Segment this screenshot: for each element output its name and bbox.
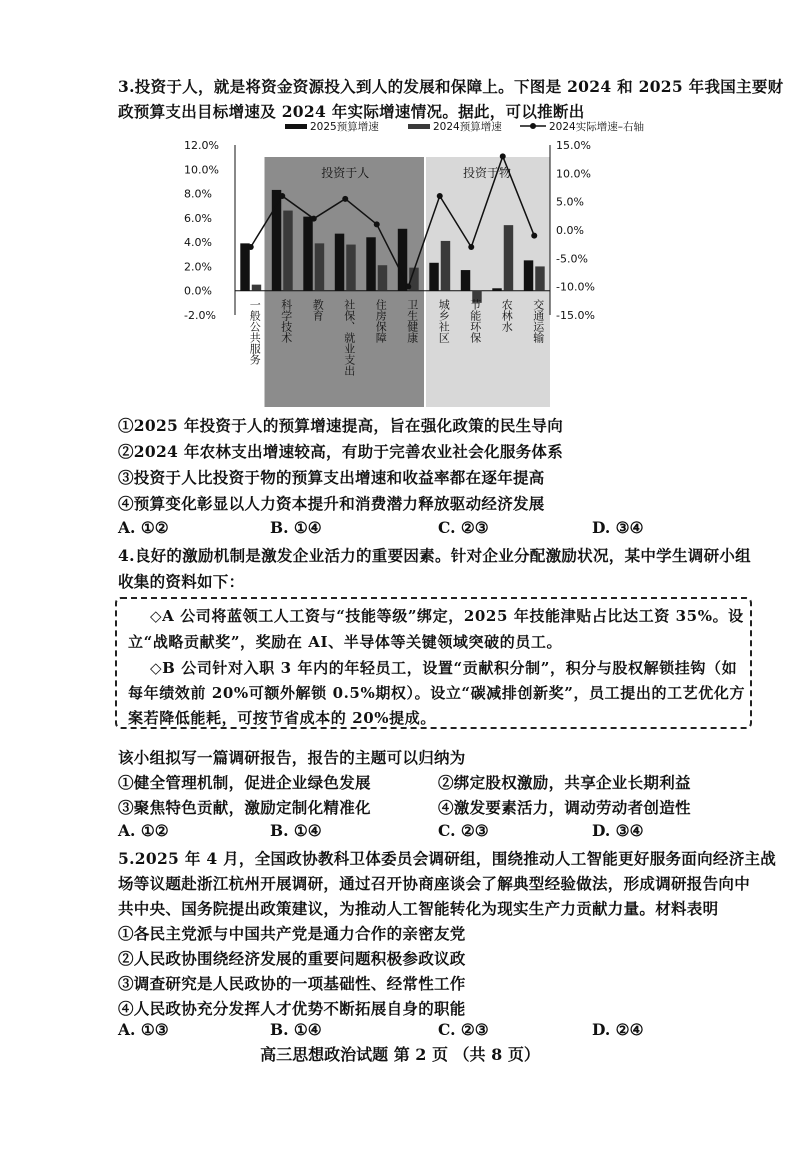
q5-statement-3: ③调查研究是人民政协的一项基础性、经常性工作 bbox=[118, 974, 466, 993]
q5-stem-line3: 共中央、国务院提出政策建议，为推动人工智能转化为现实生产力贡献力量。材料表明 bbox=[118, 899, 719, 918]
point-2024-actual bbox=[531, 233, 537, 239]
bar-2024-budget bbox=[283, 211, 292, 291]
q4-material-line3: ◇B 公司针对入职 3 年内的年轻员工，设置“贡献积分制”，积分与股权解锁挂钩（如 bbox=[150, 659, 738, 677]
page-footer: 高三思想政治试题 第 2 页 （共 8 页） bbox=[260, 1045, 540, 1064]
x-category-label: 城乡社区 bbox=[437, 298, 451, 343]
q5-option-a[interactable]: A. ①③ bbox=[118, 1020, 169, 1039]
q4-stem-line1: 4.良好的激励机制是激发企业活力的重要因素。针对企业分配激励状况，某中学生调研小组 bbox=[118, 546, 751, 565]
bar-2025-budget bbox=[240, 243, 249, 290]
q3-statement-3: ③投资于人比投资于物的预算支出增速和收益率都在逐年提高 bbox=[118, 468, 545, 487]
y-left-tick-label: -2.0% bbox=[184, 309, 216, 322]
point-2024-actual bbox=[437, 193, 443, 199]
x-category-label: 住房保障 bbox=[374, 298, 388, 343]
y-left-tick-label: 12.0% bbox=[184, 139, 219, 152]
q4-material-line2: 立“战略贡献奖”，奖励在 AI、半导体等关键领域突破的员工。 bbox=[128, 633, 563, 651]
q4-statement-1: ①健全管理机制，促进企业绿色发展 bbox=[118, 773, 371, 792]
y-left-tick-label: 2.0% bbox=[184, 260, 212, 274]
point-2024-actual bbox=[405, 284, 411, 290]
x-category-label: 卫生健康 bbox=[405, 298, 419, 343]
bar-2024-budget bbox=[346, 245, 355, 291]
q4-option-d[interactable]: D. ③④ bbox=[592, 821, 644, 840]
q5-statement-2: ②人民政协围绕经济发展的重要问题积极参政议政 bbox=[118, 949, 466, 968]
q4-option-c[interactable]: C. ②③ bbox=[438, 821, 489, 840]
q3-option-a[interactable]: A. ①② bbox=[118, 518, 169, 537]
x-category-label: 教育 bbox=[311, 298, 325, 321]
y-right-tick-label: 15.0% bbox=[556, 139, 591, 152]
x-category-label: 节能环保 bbox=[468, 298, 482, 343]
bar-2025-budget bbox=[492, 288, 501, 290]
point-2024-actual bbox=[468, 244, 474, 250]
bar-2025-budget bbox=[461, 270, 470, 291]
y-right-tick-label: -5.0% bbox=[556, 252, 588, 266]
q4-statement-4: ④激发要素活力，调动劳动者创造性 bbox=[438, 798, 691, 817]
bar-2025-budget bbox=[366, 237, 375, 290]
bar-2024-budget bbox=[535, 266, 544, 290]
point-2024-actual bbox=[279, 193, 285, 199]
y-left-tick-label: 8.0% bbox=[184, 187, 212, 201]
y-right-tick-label: 5.0% bbox=[556, 195, 584, 209]
point-2024-actual bbox=[500, 153, 506, 159]
y-right-tick-label: 0.0% bbox=[556, 224, 584, 237]
group-label-people: 投资于人 bbox=[321, 166, 370, 180]
q5-statement-4: ④人民政协充分发挥人才优势不断拓展自身的职能 bbox=[118, 999, 466, 1018]
point-2024-actual bbox=[311, 216, 317, 222]
y-right-tick-label: -15.0% bbox=[556, 309, 595, 322]
legend-point-actual bbox=[530, 123, 536, 129]
point-2024-actual bbox=[342, 196, 348, 202]
point-2024-actual bbox=[374, 221, 380, 227]
legend-swatch-2024 bbox=[408, 124, 430, 129]
q4-material-line5: 案若降低能耗，可按节省成本的 20%提成。 bbox=[128, 709, 436, 727]
q5-option-b[interactable]: B. ①④ bbox=[270, 1020, 322, 1039]
q3-chart bbox=[184, 120, 644, 420]
q3-stem-line1: 3.投资于人，就是将资金资源投入到人的发展和保障上。下图是 2024 和 2025 年我国主要财 bbox=[118, 77, 784, 96]
q5-statement-1: ①各民主党派与中国共产党是通力合作的亲密友党 bbox=[118, 924, 466, 943]
q3-chart-svg bbox=[184, 120, 644, 420]
q3-statement-4: ④预算变化彰显以人力资本提升和消费潜力释放驱动经济发展 bbox=[118, 494, 545, 513]
x-category-label: 农林水 bbox=[500, 298, 514, 332]
q5-option-d[interactable]: D. ②④ bbox=[592, 1020, 644, 1039]
y-left-tick-label: 4.0% bbox=[184, 236, 212, 250]
y-right-tick-label: 10.0% bbox=[556, 167, 591, 181]
legend-swatch-2025 bbox=[285, 124, 307, 129]
bar-2025-budget bbox=[335, 234, 344, 291]
point-2024-actual bbox=[248, 244, 254, 250]
bar-2024-budget bbox=[315, 243, 324, 290]
q5-option-c[interactable]: C. ②③ bbox=[438, 1020, 489, 1039]
q4-option-a[interactable]: A. ①② bbox=[118, 821, 169, 840]
bar-2024-budget bbox=[252, 285, 261, 291]
q3-statement-2: ②2024 年农林支出增速较高，有助于完善农业社会化服务体系 bbox=[118, 442, 564, 461]
q3-option-d[interactable]: D. ③④ bbox=[592, 518, 644, 537]
bar-2024-budget bbox=[378, 265, 387, 291]
legend-label-2025: 2025预算增速 bbox=[310, 121, 379, 133]
q4-prompt: 该小组拟写一篇调研报告，报告的主题可以归纳为 bbox=[118, 748, 466, 767]
q5-stem-line2: 场等议题赴浙江杭州开展调研，通过召开协商座谈会了解典型经验做法，形成调研报告向中 bbox=[118, 874, 751, 893]
q3-option-b[interactable]: B. ①④ bbox=[270, 518, 322, 537]
bar-2025-budget bbox=[524, 260, 533, 290]
q4-statement-3: ③聚焦特色贡献，激励定制化精准化 bbox=[118, 798, 371, 817]
y-left-tick-label: 0.0% bbox=[184, 284, 212, 298]
legend-label-2024: 2024预算增速 bbox=[433, 121, 502, 133]
y-left-tick-label: 10.0% bbox=[184, 163, 219, 177]
q4-statement-2: ②绑定股权激励，共享企业长期利益 bbox=[438, 773, 691, 792]
y-left-tick-label: 6.0% bbox=[184, 211, 212, 225]
q4-material-line4: 每年绩效前 20%可额外解锁 0.5%期权）。设立“碳减排创新奖”，员工提出的工艺优化方 bbox=[128, 684, 746, 702]
bar-2025-budget bbox=[429, 263, 438, 291]
bar-2024-budget bbox=[504, 225, 513, 291]
bar-2024-budget bbox=[441, 241, 450, 291]
y-right-tick-label: -10.0% bbox=[556, 280, 595, 294]
x-category-label: 社保、就业支出 bbox=[342, 298, 356, 376]
q3-option-c[interactable]: C. ②③ bbox=[438, 518, 489, 537]
q4-material-line1: ◇A 公司将蓝领工人工资与“技能等级”绑定，2025 年技能津贴占比达工资 35%。设 bbox=[150, 607, 744, 625]
x-category-label: 科学技术 bbox=[279, 298, 293, 343]
group-label-things: 投资于物 bbox=[462, 166, 512, 180]
q4-option-b[interactable]: B. ①④ bbox=[270, 821, 322, 840]
q3-statement-1: ①2025 年投资于人的预算增速提高，旨在强化政策的民生导向 bbox=[118, 416, 564, 435]
q3-stem-line2: 政预算支出目标增速及 2024 年实际增速情况。据此，可以推断出 bbox=[118, 102, 585, 121]
q4-stem-line2: 收集的资料如下： bbox=[118, 572, 245, 591]
legend-label-actual: 2024实际增速–右轴 bbox=[549, 121, 644, 133]
q5-stem-line1: 5.2025 年 4 月，全国政协教科卫体委员会调研组，围绕推动人工智能更好服务面向经济主战 bbox=[118, 849, 777, 868]
bar-2025-budget bbox=[303, 217, 312, 291]
x-category-label: 交通运输 bbox=[531, 298, 545, 343]
x-category-label: 一般公共服务 bbox=[248, 298, 262, 365]
